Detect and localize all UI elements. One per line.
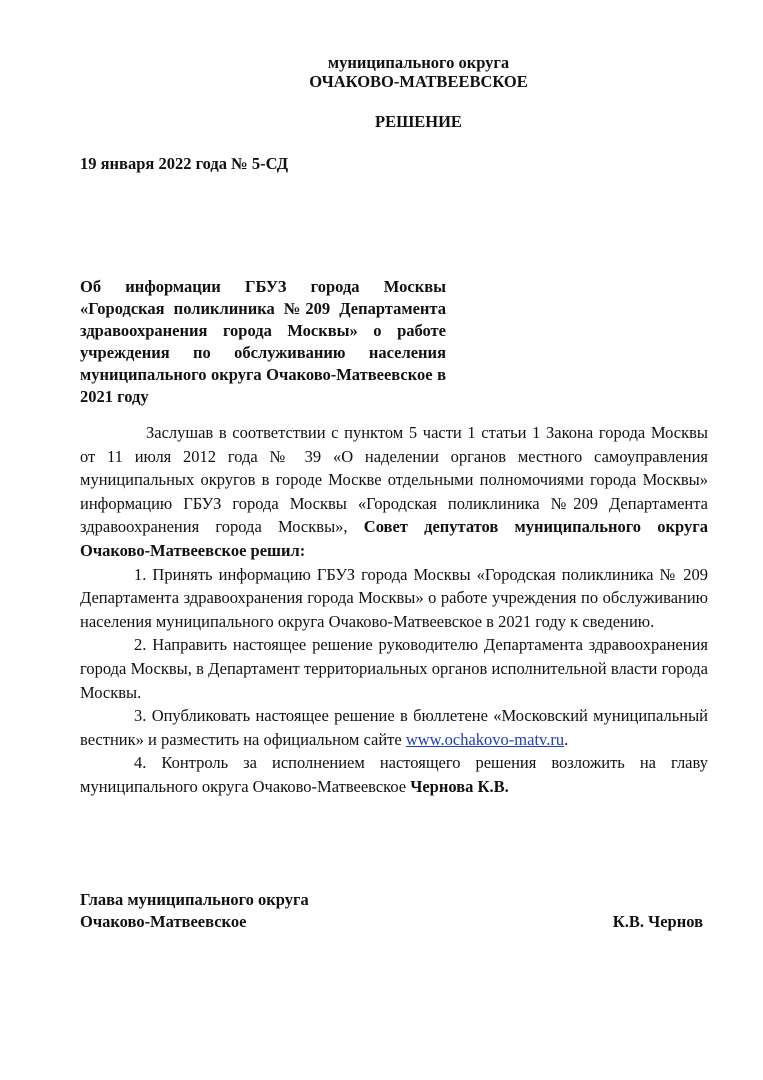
resolution-item-2: 2. Направить настоящее решение руководителю Департамента здравоохранения города Москвы, в Департамент территориальных органов исполнительной власти города Москвы. [80,635,708,702]
resolution-item-1: 1. Принять информацию ГБУЗ города Москвы «Городская поликлиника № 209 Департамента здравоохранения города Москвы» о работе учреждения по обслуживанию населения муниципального округа Очаково-Матвеевское в 2021 году к сведению. [80,564,708,631]
official-site-link[interactable]: www.ochakovo-matv.ru [405,729,565,749]
header-district-name: ОЧАКОВО-МАТВЕЕВСКОЕ [309,72,528,91]
resolution-item-3-text: 3. Опубликовать настоящее решение в бюллетене «Московский муниципальный вестник» и разместить на официальном сайте [80,706,708,749]
document-date-number: 19 января 2022 года № 5-СД [80,154,289,173]
resolution-item-4 [80,751,708,798]
body-intro-resolution: Совет депутатов муниципального округа Очаково-Матвеевское решил: [80,517,708,560]
document-type-title: РЕШЕНИЕ [375,112,462,131]
signature-name: К.В. Чернов [612,912,703,931]
document-body [80,421,708,799]
header-municipal-line: муниципального округа [327,53,510,72]
resolution-item-3 [80,704,708,751]
signature-title-line-1: Глава муниципального округа [80,890,309,909]
resolution-item-4-text: 4. Контроль за исполнением настоящего решения возложить на главу муниципального округа Очаково-Матвеевское [80,753,708,796]
signature-title [80,889,309,933]
signature-title-line-2: Очаково-Матвеевское [80,912,247,931]
resolution-item-4-name: Чернова К.В. [410,776,509,796]
resolution-item-3-end: . [564,729,569,749]
body-intro-text: Заслушав в соответствии с пунктом 5 части 1 статьи 1 Закона города Москвы от 11 июля 2012 года № 39 «О наделении органов местного самоуправления муниципальных округов в городе Москве отдельными полномочиями города Москвы» информацию ГБУЗ города Москвы «Городская поликлиника №209 Департамента здравоохранения города Москвы», [80,423,708,537]
body-intro-paragraph [80,421,708,563]
document-subject: Об информации ГБУЗ города Москвы «Городская поликлиника №209 Департамента здравоохранения города Москвы» о работе учреждения по обслуживанию населения муниципального округа Очаково-Матвеевское в 2021 году [80,277,446,406]
